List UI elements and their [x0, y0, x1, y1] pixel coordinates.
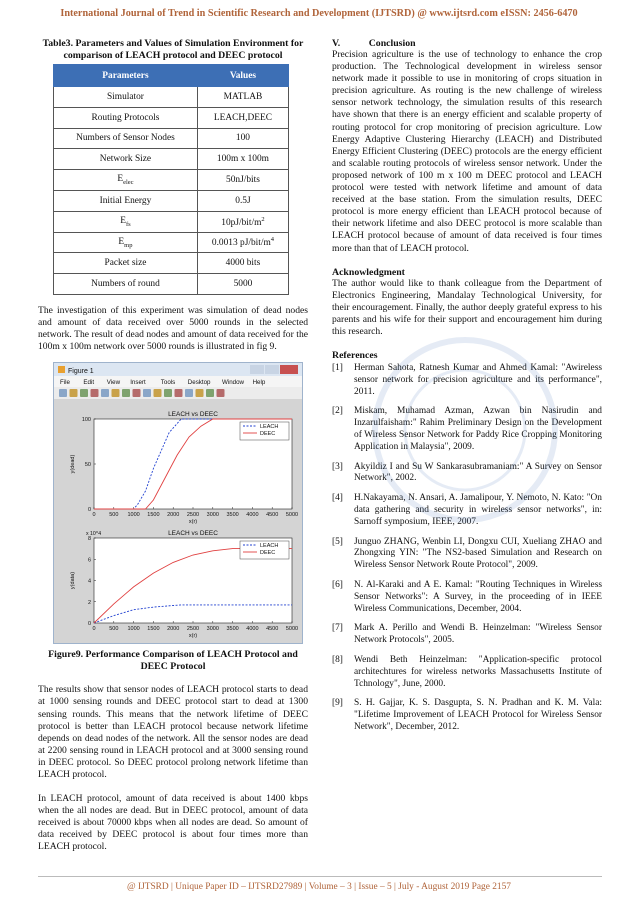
conclusion-heading [332, 38, 602, 49]
x-tick-label: 0 [92, 512, 96, 519]
legend-label: DEEC [260, 431, 276, 438]
table-row [54, 128, 289, 149]
figure-caption: Figure9. Performance Comparison of LEACH Protocol and DEEC Protocol [48, 649, 298, 672]
reference-item [332, 698, 602, 733]
table-row [54, 274, 289, 295]
x-tick-label: 3500 [226, 626, 239, 633]
y-tick-label: 2 [87, 600, 91, 607]
toolbar-tool-icon[interactable] [185, 389, 193, 397]
value-cell: $10pJ/bit/m^2$ [197, 211, 288, 232]
parameter-cell: $E_{mp}$ [54, 232, 198, 253]
matlab-figure-window [53, 362, 303, 644]
plot-title: LEACH vs DEEC [168, 411, 218, 419]
reference-text: Miskam, Muhamad Azman, Azwan bin Nasirudin and Inzarulfaisham:" Rahim Preliminary Design on the Development of Wireless Sensor Network for Paddy Rice Cropping Monitoring Application in Malaysia", 2009. [354, 406, 602, 452]
reference-number: [8] [332, 655, 343, 665]
menu-item-desktop[interactable]: Desktop [187, 379, 211, 387]
x-tick-label: 0 [92, 626, 96, 633]
y-tick-label: 50 [84, 462, 91, 469]
x-tick-label: 5000 [285, 626, 299, 633]
menu-item-window[interactable]: Window [222, 379, 245, 387]
y-tick-label: 6 [87, 557, 91, 564]
x-tick-label: 2000 [167, 626, 180, 633]
parameter-cell: $E_{elec}$ [54, 170, 198, 191]
x-tick-label: 3000 [206, 626, 219, 633]
value-cell: 0.0013 $pJ/bit/m^4$ [197, 232, 288, 253]
maximize-button[interactable] [265, 365, 279, 374]
y-axis-label: y(dead) [70, 455, 76, 474]
reference-text: Akyildiz I and Su W Sankarasubramaniam:" A Survey on Sensor Network", 2002. [354, 461, 602, 484]
value-cell: 4000 bits [197, 253, 288, 274]
parameters-table [53, 64, 289, 295]
reference-number: [4] [332, 493, 343, 504]
table-row [54, 149, 289, 170]
axis-exponent-label: x 10^4 [86, 531, 102, 538]
value-cell: 50nJ/bits [197, 170, 288, 191]
paragraph-data-received: In LEACH protocol, amount of data received is about 1400 kbps when the all nodes are dead. But in DEEC protocol, amount of data received is about 70000 kbps when all nodes are dead. So amount of data received by DEEC protocol is about four times more than LEACH protocol. [38, 793, 308, 853]
toolbar-tool-icon[interactable] [154, 389, 162, 397]
reference-number: [5] [332, 536, 343, 547]
table-header-parameters: Parameters [54, 65, 198, 87]
toolbar-tool-icon[interactable] [112, 389, 120, 397]
toolbar-tool-icon[interactable] [59, 389, 67, 397]
references-title: References [332, 350, 378, 362]
acknowledgment-text: The author would like to thank colleague from the Department of Electronics Engineering, Mandalay Technological University, for their encouragement. Finally, the author deeply grateful express to his parents and his wife for their support and encouragement him during this research. [332, 277, 602, 337]
right-column [332, 38, 602, 742]
toolbar-tool-icon[interactable] [122, 389, 130, 397]
parameter-cell: $E_{fs}$ [54, 211, 198, 232]
table-row [54, 211, 289, 232]
value-cell: MATLAB [197, 87, 288, 108]
table-row [54, 87, 289, 108]
toolbar-tool-icon[interactable] [217, 389, 225, 397]
reference-text: Herman Sahota, Ratnesh Kumar and Ahmed Kamal: "Awireless sensor network for precision agriculture and its performance", 2011. [354, 363, 602, 397]
page-footer: @ IJTSRD | Unique Paper ID – IJTSRD27989 | Volume – 3 | Issue – 5 | July - August 2019 Page 2157 [126, 882, 511, 892]
y-tick-label: 0 [87, 507, 91, 514]
x-tick-label: 5000 [285, 512, 299, 519]
conclusion-number: V. [332, 38, 341, 49]
reference-item [332, 537, 602, 572]
reference-item [332, 363, 602, 398]
references-list [332, 363, 602, 734]
legend-label: LEACH [260, 424, 279, 431]
toolbar-tool-icon[interactable] [91, 389, 99, 397]
window-title: Figure 1 [68, 368, 94, 376]
reference-text: Wendi Beth Heinzelman: "Application-specific protocol architechtures for wireless networks Massachusetts Institute of Tchnology", June, 2000. [354, 655, 602, 689]
x-tick-label: 2000 [167, 512, 180, 519]
menu-item-help[interactable]: Help [252, 379, 266, 387]
reference-item [332, 406, 602, 453]
parameter-cell: Network Size [54, 149, 198, 170]
x-tick-label: 500 [109, 626, 119, 633]
reference-text: N. Al-Karaki and A E. Kamal: "Routing Techniques in Wireless Sensor Networks": A Survey, in the proceeding of in IEEE Wireless Communications, December, 2004. [354, 580, 602, 614]
toolbar-tool-icon[interactable] [175, 389, 183, 397]
x-tick-label: 4000 [246, 512, 259, 519]
value-cell: 100m x 100m [197, 149, 288, 170]
reference-item [332, 493, 602, 528]
paragraph-results: The results show that sensor nodes of LEACH protocol starts to dead at 1000 sensing rounds and DEEC protocol start to dead at 1300 sensing rounds. This means that the network lifetime of DEEC protocol is better than LEACH protocol because network lifetime depends on dead nodes of the network. All the sensor nodes are dead at 2200 sensing round in LEACH protocol and at 3000 sensing round in DEEC protocol. So DEEC protocol prolong network lifetime than LEACH protocol. [38, 684, 308, 780]
parameter-cell: Packet size [54, 253, 198, 274]
acknowledgment-title: Acknowledgment [332, 266, 405, 278]
toolbar-tool-icon[interactable] [206, 389, 214, 397]
reference-number: [2] [332, 406, 343, 417]
minimize-button[interactable] [250, 365, 264, 374]
x-tick-label: 3000 [206, 512, 219, 519]
table-header-values: Values [197, 65, 288, 87]
x-tick-label: 2500 [186, 512, 200, 519]
journal-header: International Journal of Trend in Scientific Research and Development (IJTSRD) @ www.ijtsrd.com eISSN: 2456-6470 [60, 8, 578, 19]
x-tick-label: 1000 [127, 512, 140, 519]
menu-item-view[interactable]: View [106, 379, 121, 387]
close-button[interactable] [280, 365, 298, 374]
reference-number: [1] [332, 363, 343, 374]
x-tick-label: 4500 [266, 626, 279, 633]
conclusion-text: Precision agriculture is the use of technology to enhance the crop production. The Technological development in wireless sensor network made it possible to use in monitoring of crops situation in precision agriculture. As routing is the new challenge of wireless sensor network technology, the simulation results of this research have shown that there is an energy efficient and scalable property of routing protocol for crop monitoring of precision agriculture. Low Energy Adaptive Clustering Hierarchy (LEACH) and Distributed Energy Efficient Clustering (DEEC) protocols are the energy efficient and scalable routing protocols of wireless sensor network. Under the proposed network of 100 m x 100 m DEEC protocol and LEACH protocol were tested with network lifetime and amount of data received at the base station. From the simulation results, DEEC protocol is more energy efficient than LEACH protocol because of their network lifetime and also DEEC protocol is more scalable than LEACH protocol because of amount of data received is four times more than that of LEACH protocol. [332, 49, 602, 254]
table-caption: Table3. Parameters and Values of Simulation Environment for comparison of LEACH protocol and DEEC protocol [42, 38, 304, 61]
reference-item [332, 462, 602, 486]
value-cell: 5000 [197, 274, 288, 295]
x-tick-label: 500 [109, 512, 119, 519]
toolbar-tool-icon[interactable] [133, 389, 141, 397]
menu-item-insert[interactable]: Insert [130, 379, 146, 387]
value-cell: 100 [197, 128, 288, 149]
reference-text: Mark A. Perillo and Wendi B. Heinzelman: "Wireless Sensor Network Protocols", 2005. [354, 623, 602, 646]
figure-svg [54, 363, 302, 643]
toolbar-tool-icon[interactable] [70, 389, 78, 397]
legend-label: DEEC [260, 550, 276, 557]
y-tick-label: 100 [81, 417, 91, 424]
toolbar-tool-icon[interactable] [101, 389, 109, 397]
reference-item [332, 655, 602, 690]
x-axis-label: x(r) [188, 633, 198, 640]
x-tick-label: 2500 [186, 626, 200, 633]
reference-item [332, 580, 602, 615]
table-row [54, 253, 289, 274]
menu-item-tools[interactable]: Tools [160, 379, 176, 387]
x-tick-label: 1000 [127, 626, 140, 633]
parameter-cell: Initial Energy [54, 190, 198, 211]
left-column [38, 38, 308, 854]
plot-title: LEACH vs DEEC [168, 530, 218, 538]
reference-text: Junguo ZHANG, Wenbin LI, Dongxu CUI, Xueliang ZHAO and Zhongxing YIN: "The NS2-based Simulation and Research on Wireless Sensor Network Route Protocol", 2009. [354, 536, 602, 571]
value-cell: 0.5J [197, 190, 288, 211]
menu-item-file[interactable]: File [60, 379, 70, 387]
x-tick-label: 1500 [147, 512, 160, 519]
parameter-cell: Routing Protocols [54, 107, 198, 128]
table-row [54, 107, 289, 128]
x-tick-label: 4500 [266, 512, 279, 519]
reference-number: [6] [332, 580, 343, 591]
reference-item [332, 623, 602, 647]
reference-text: S. H. Gajjar, K. S. Dasgupta, S. N. Pradhan and K. M. Vala: "Lifetime Improvement of LEACH Protocol for Wireless Sensor Network", December, 2012. [354, 698, 602, 732]
toolbar-tool-icon[interactable] [164, 389, 172, 397]
figure-app-icon [58, 366, 65, 373]
paragraph-investigation: The investigation of this experiment was simulation of dead nodes and amount of data received over 5000 rounds in the selected network. The result of dead nodes and amount of data received for the 100m x 100m network over 5000 rounds is illustrated in fig 9. [38, 304, 308, 353]
table-row [54, 232, 289, 253]
reference-number: [3] [332, 461, 343, 472]
value-cell: LEACH,DEEC [197, 107, 288, 128]
y-tick-label: 8 [87, 536, 91, 543]
menu-item-edit[interactable]: Edit [83, 379, 95, 387]
footer-rule [38, 876, 602, 877]
conclusion-title: Conclusion [368, 38, 416, 49]
toolbar-tool-icon[interactable] [80, 389, 88, 397]
y-tick-label: 0 [87, 621, 91, 628]
table-row [54, 170, 289, 191]
legend-label: LEACH [260, 543, 279, 550]
reference-text: H.Nakayama, N. Ansari, A. Jamalipour, Y. Nemoto, N. Kato: "On data gathering and security in wireless sensor networks", in: Sarnoff symposium, IEEE, 2007. [354, 493, 602, 527]
x-tick-label: 4000 [246, 626, 259, 633]
x-axis-label: x(r) [188, 519, 198, 526]
parameter-cell: Numbers of Sensor Nodes [54, 128, 198, 149]
y-tick-label: 4 [87, 578, 91, 585]
toolbar-tool-icon[interactable] [143, 389, 151, 397]
x-tick-label: 1500 [147, 626, 160, 633]
table-row [54, 190, 289, 211]
x-tick-label: 3500 [226, 512, 239, 519]
parameter-cell: Numbers of round [54, 274, 198, 295]
toolbar-tool-icon[interactable] [196, 389, 204, 397]
reference-number: [9] [332, 698, 343, 709]
reference-number: [7] [332, 623, 343, 634]
parameter-cell: Simulator [54, 87, 198, 108]
y-axis-label: y(data) [70, 572, 76, 590]
